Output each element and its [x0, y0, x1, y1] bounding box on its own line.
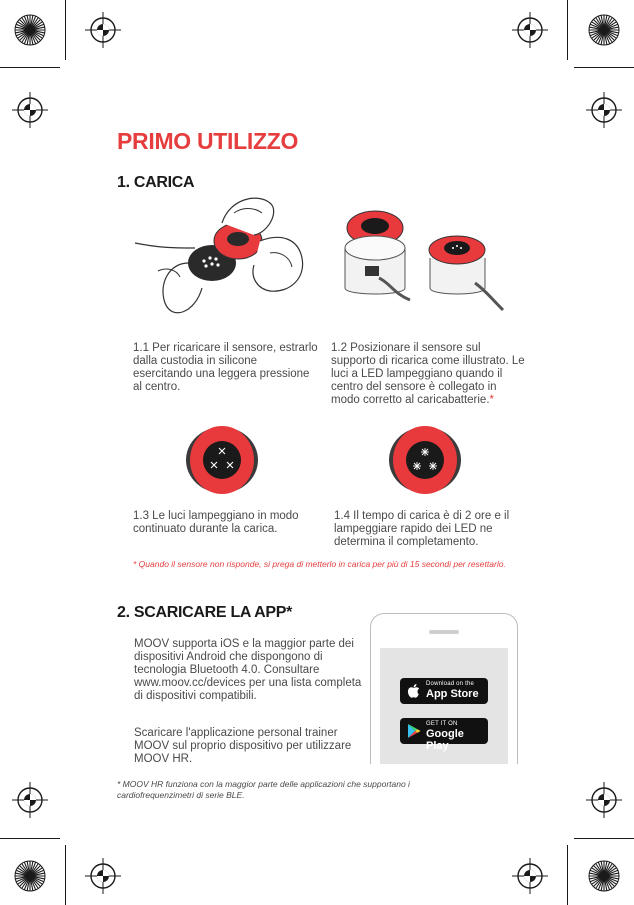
- phone-speaker: [429, 630, 459, 634]
- google-play-icon: [407, 723, 421, 739]
- step-1-1-text: 1.1 Per ricaricare il sensore, estrarlo dalla custodia in silicone esercitando una leggera pressione al centro.: [133, 342, 318, 393]
- step-1-4-text: 1.4 Il tempo di carica è di 2 ore e il lampeggiare rapido dei LED ne determina il completamento.: [334, 510, 510, 548]
- google-play-badge[interactable]: [400, 718, 488, 752]
- phone-illustration: [370, 613, 518, 764]
- charging-dock-illustration: [335, 198, 505, 318]
- sensor-leds-fast-illustration: [385, 424, 465, 496]
- google-play-big-text: Google Play: [426, 728, 464, 752]
- reset-footnote: * Quando il sensore non risponde, si prega di metterlo in carica per più di 15 secondi per resettarlo.: [133, 559, 506, 569]
- download-instructions-text: Scaricare l'applicazione personal trainer MOOV sul proprio dispositivo per utilizzare MOOV HR.: [134, 727, 352, 765]
- app-store-small-text: Download on the: [426, 681, 475, 687]
- step-1-3-text: 1.3 Le luci lampeggiano in modo continuato durante la carica.: [133, 510, 299, 535]
- app-store-badge[interactable]: [400, 678, 488, 704]
- google-play-small-text: GET IT ON: [426, 721, 458, 727]
- apple-icon: [407, 683, 421, 699]
- app-store-big-text: App Store: [426, 688, 479, 700]
- sensor-leds-slow-illustration: [182, 424, 262, 496]
- step-1-2-body: 1.2 Posizionare il sensore sul supporto di ricarica come illustrato. Le luci a LED lampeggiano quando il centro del sensore è collegato in modo corretto al caricabatterie.: [331, 342, 525, 406]
- section-title-download-app: 2. SCARICARE LA APP*: [117, 604, 293, 621]
- compatibility-text: MOOV supporta iOS e la maggior parte dei dispositivi Android che dispongono di tecnologia Bluetooth 4.0. Consultare www.moov.cc/devices per una lista completa di dispositivi compatibili.: [134, 638, 362, 702]
- remove-sensor-illustration: [130, 193, 320, 333]
- phone-screen: [380, 648, 508, 764]
- app-compatibility-footnote: * MOOV HR funziona con la maggior parte delle applicazioni che supportano i cardiofrequenzimetri di serie BLE.: [117, 779, 410, 800]
- section-title-charge: 1. CARICA: [117, 174, 195, 191]
- page-title: PRIMO UTILIZZO: [117, 128, 299, 154]
- footnote-mark: *: [489, 394, 495, 406]
- step-1-2-text: [331, 342, 525, 407]
